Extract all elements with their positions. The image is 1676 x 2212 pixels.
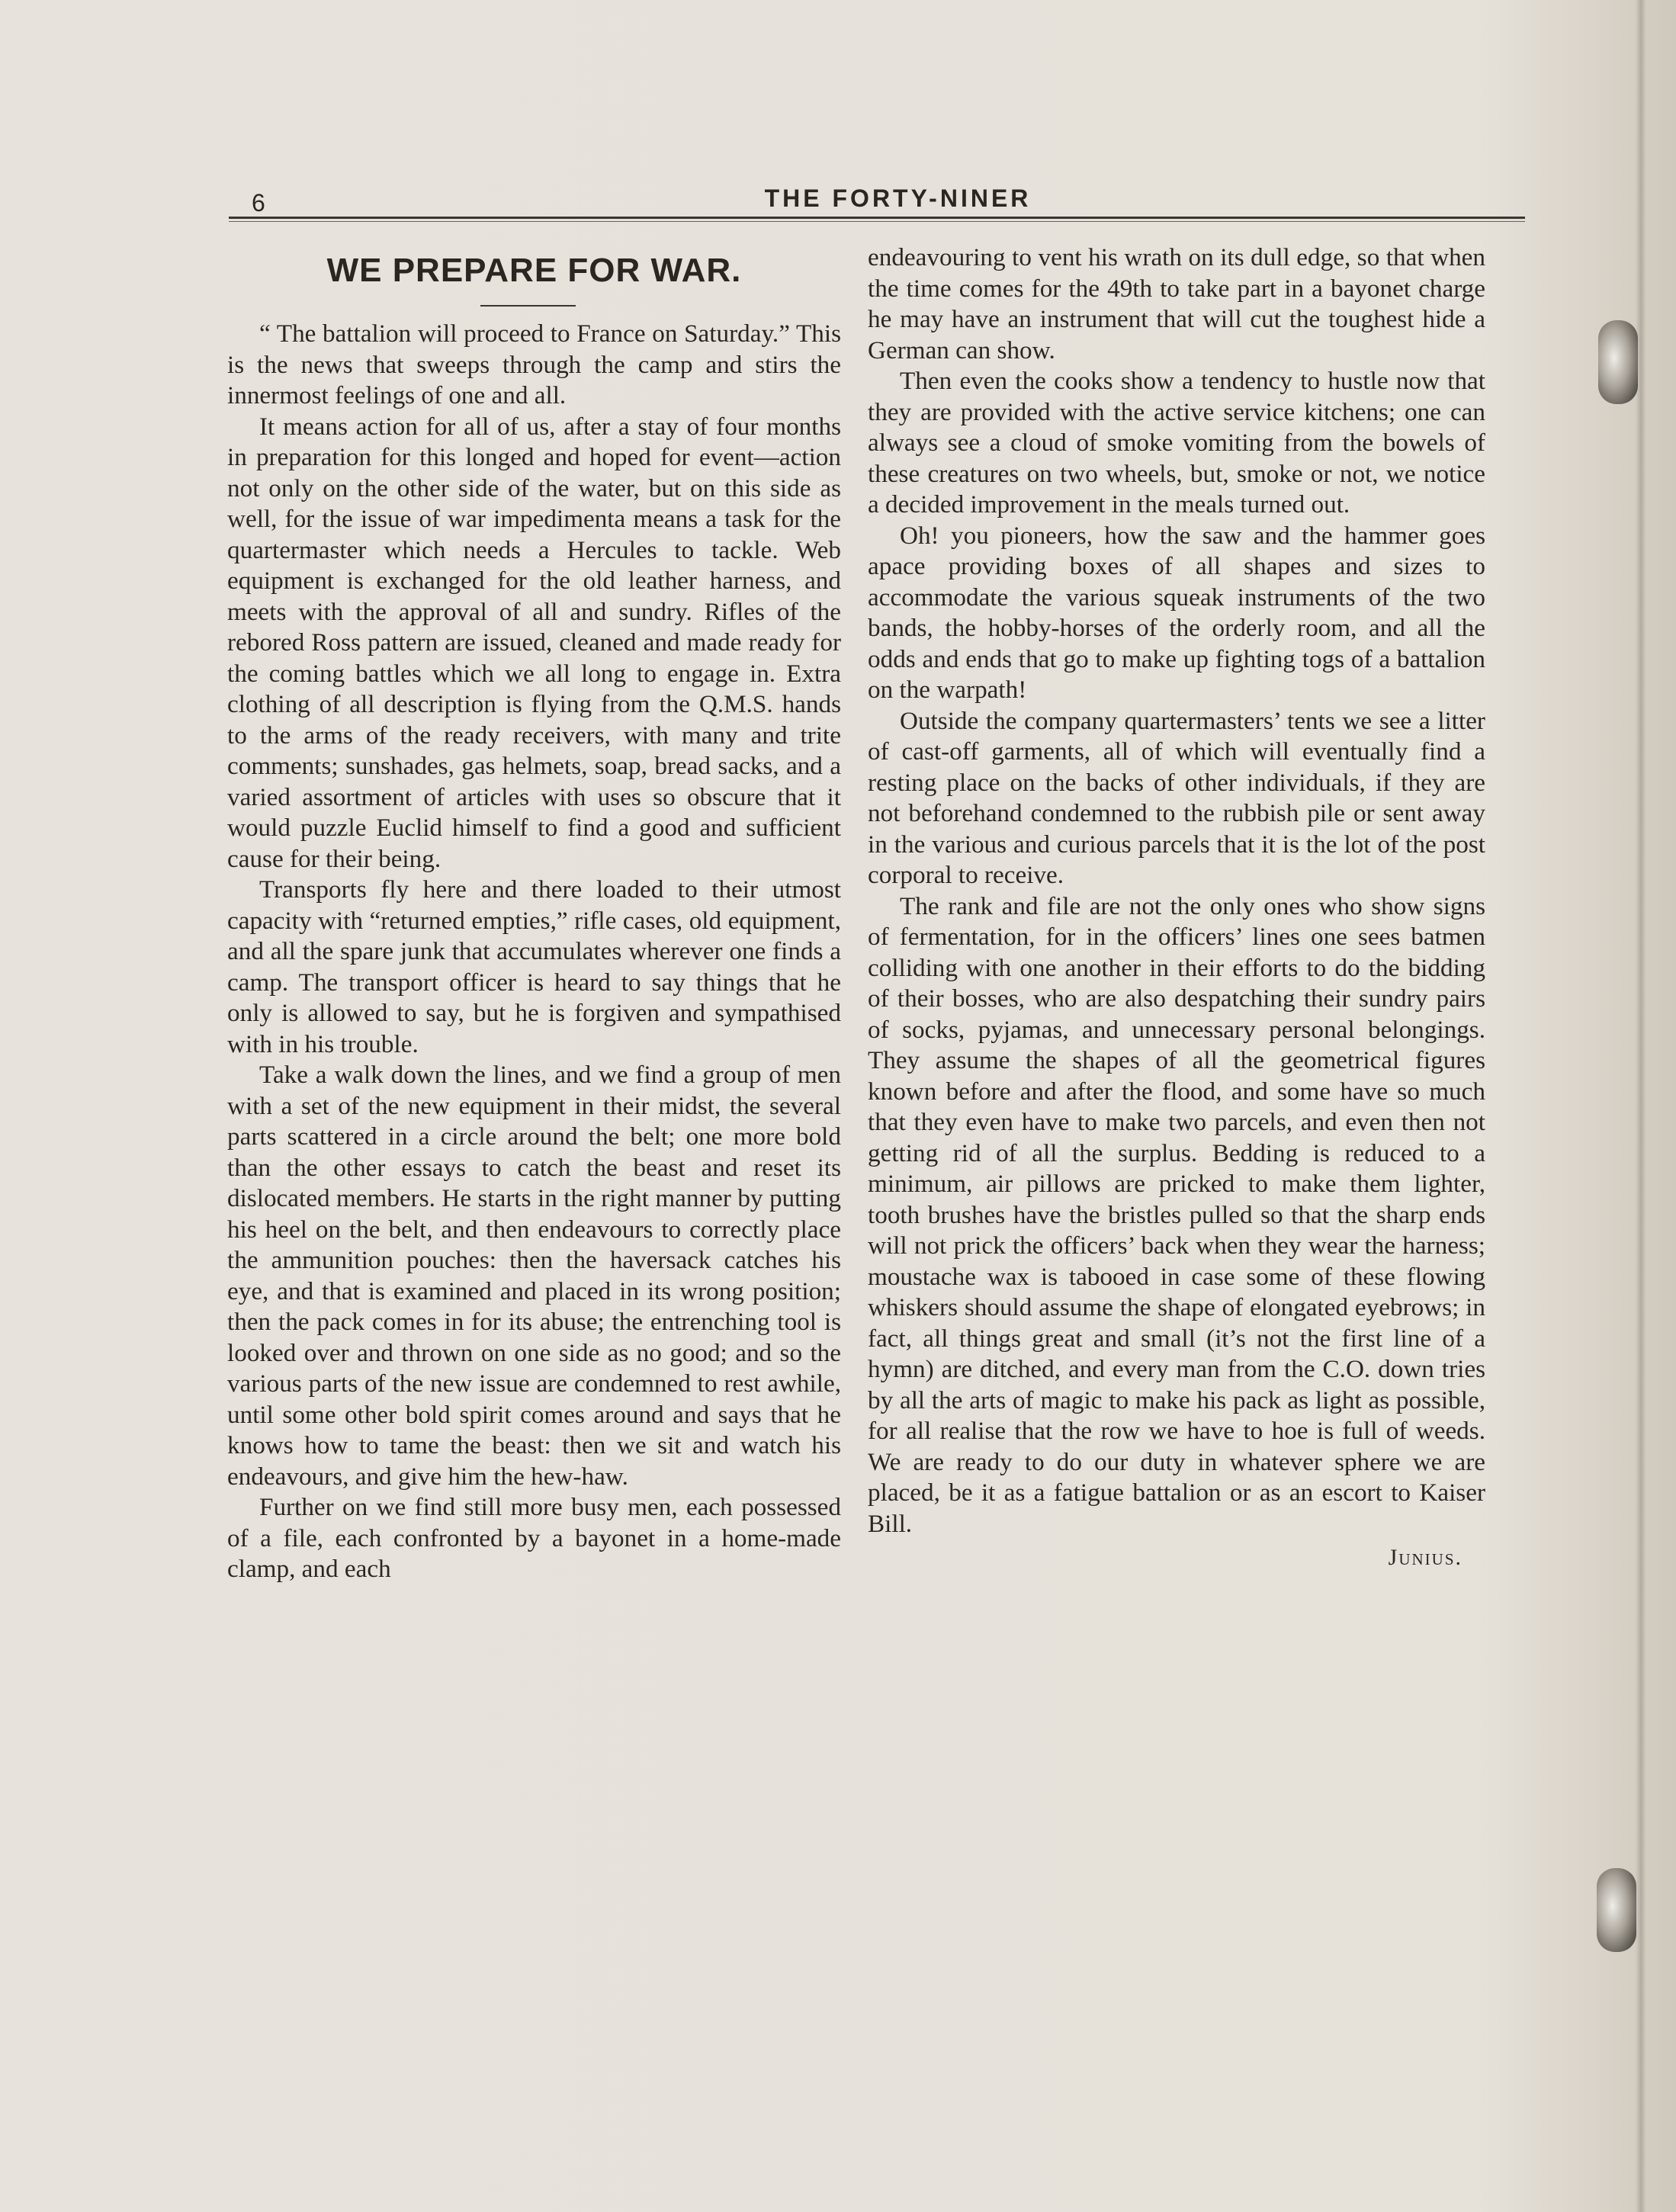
paragraph: Take a walk down the lines, and we find a group of men with a set of the new equipment in their midst, the several parts scattered in a circle around the belt; one more bold than the other essays to catch the beast and reset its dislocated members. He starts in the right manner by putting his heel on the belt, and then endeavours to correctly place the ammunition pouches: then the haversack catches his eye, and that is examined and placed in its wrong position; then the pack comes in for its abuse; the entrenching tool is looked over and thrown on one side as no good; and so the various parts of the new issue are condemned to rest awhile, until some other bold spirit comes around and says that he knows how to tame the beast: then we sit and watch his endeavours, and give him the hew-haw. — [227, 1061, 841, 1491]
paragraph: The rank and file are not the only ones who show signs of fermentation, for in the officers’ lines one sees batmen colliding with one another in their efforts to do the bidding of their bosses, who are also despatching their sundry pairs of socks, pyjamas, and unnecessary personal belongings. They assume the shapes of all the geometrical figures known before and after the flood, and some have so much that they even have to make two parcels, and even then not getting rid of all the surplus. Bedding is reduced to a minimum, air pillows are pricked to make them lighter, tooth brushes have the bristles pulled so that the sharp ends will not prick the officers’ back when they wear the harness; moustache wax is tabooed in case some of these flowing whiskers should assume the shape of elongated eyebrows; in fact, all things great and small (it’s not the first line of a hymn) are ditched, and every man from the C.O. down tries by all the arts of magic to make his pack as light as possible, for all realise that the row we have to hoe is full of weeds. We are ready to do our duty in whatever sphere we are placed, be it as a fatigue battalion or as an escort to Kaiser Bill. — [868, 891, 1485, 1538]
paragraph: Oh! you pioneers, how the saw and the hammer goes apace providing boxes of all shapes and sizes to accommodate the various squeak instruments of the two bands, the hobby-horses of the orderly room, and all the odds and ends that go to make up fighting togs of a battalion on the warpath! — [868, 521, 1485, 704]
paragraph: Further on we find still more busy men, each possessed of a file, each confronted by a bayonet in a home-made clamp, and each — [227, 1493, 841, 1583]
paragraph: Then even the cooks show a tendency to hustle now that they are provided with the active service kitchens; one can always see a cloud of smoke vomiting from the bowels of these creatures on two wheels, but, smoke or not, we notice a decided improvement in the meals turned out. — [868, 367, 1485, 518]
paragraph: It means action for all of us, after a stay of four months in preparation for this longed and hoped for event—action not only on the other side of the water, but on this side as well, for the issue of war impedimenta means a task for the quartermaster which needs a Hercules to tackle. Web equipment is exchanged for the old leather harness, and meets with the approval of all and sundry. Rifles of the rebored Ross pattern are issued, cleaned and made ready for the coming battles which we all long to engage in. Extra clothing of all description is flying from the Q.M.S. hands to the arms of the ready receivers, with many and trite comments; sunshades, gas helmets, soap, bread sacks, and a varied assortment of articles with uses so obscure that it would puzzle Euclid himself to find a good and sufficient cause for their being. — [227, 412, 841, 873]
header-rule-thin — [229, 221, 1525, 222]
paragraph: endeavouring to vent his wrath on its dull edge, so that when the time comes for the 49th to take part in a bayonet charge he may have an instrument that will cut the toughest hide a German can show. — [868, 243, 1485, 364]
page-fold-shadow — [1636, 0, 1646, 2212]
publication-title: THE FORTY-NINER — [764, 185, 1032, 212]
article-title: WE PREPARE FOR WAR. — [326, 252, 742, 289]
staple-top — [1598, 320, 1638, 404]
paragraph: Transports fly here and there loaded to their utmost capacity with “returned empties,” rifle cases, old equipment, and all the spare junk that accumulates wherever one finds a camp. The transport officer is heard to say things that he only is allowed to say, but he is forgiven and sympathised with in his trouble. — [227, 875, 841, 1058]
staple-bottom — [1597, 1868, 1636, 1952]
running-head — [229, 183, 1525, 221]
page-number: 6 — [252, 189, 265, 217]
right-column — [868, 242, 1485, 1573]
left-column — [227, 319, 841, 1585]
signature-line — [868, 1539, 1485, 1573]
paragraph: Outside the company quartermasters’ tents we see a litter of cast-off garments, all of which will eventually find a resting place on the backs of other individuals, if they are not beforehand condemned to the rubbish pile or sent away in the various and curious parcels that it is the lot of the post corporal to receive. — [868, 706, 1485, 889]
header-rule — [229, 217, 1525, 219]
paragraph: “ The battalion will proceed to France on Saturday.” This is the news that sweeps through the camp and stirs the innermost feelings of one and all. — [227, 319, 841, 409]
title-underline — [480, 305, 576, 307]
author-signature: Junius. — [1388, 1545, 1462, 1570]
